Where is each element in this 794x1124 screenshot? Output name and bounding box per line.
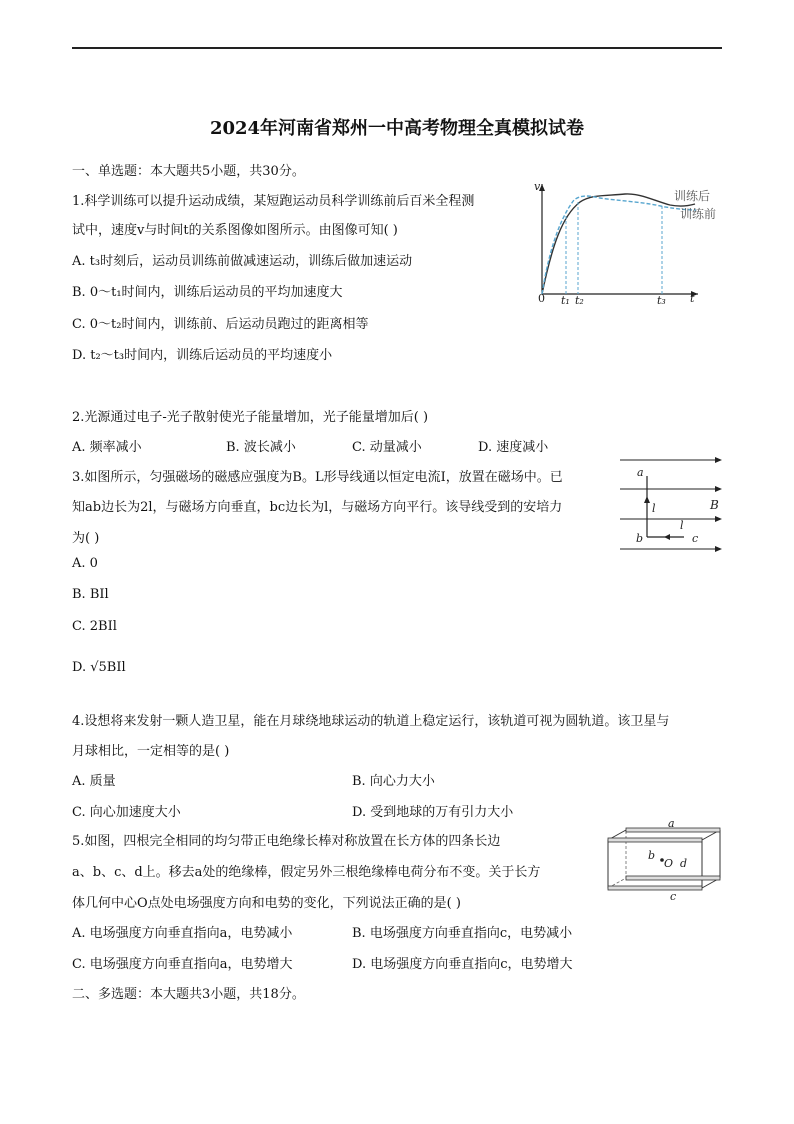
label-a: a xyxy=(668,818,675,830)
label-O: O xyxy=(664,857,674,870)
q2-stem: 2.光源通过电子-光子散射使光子能量增加，光子能量增加后( ) xyxy=(72,410,429,425)
q5-option-a[interactable]: A. 电场强度方向垂直指向a，电势减小 xyxy=(72,926,293,941)
page-title: 2024年河南省郑州一中高考物理全真模拟试卷 xyxy=(209,118,585,139)
label-b: b xyxy=(648,849,656,862)
section-2-heading: 二、多选题：本大题共3小题，共18分。 xyxy=(72,987,305,1002)
tick-t3: t₃ xyxy=(657,294,666,304)
label-c: c xyxy=(692,532,699,545)
origin-label: 0 xyxy=(538,292,545,304)
header-rule xyxy=(72,47,722,49)
q1-option-b[interactable]: B. 0～t₁时间内，训练后运动员的平均加速度大 xyxy=(72,285,343,300)
q1-option-a[interactable]: A. t₃时刻后，运动员训练前做减速运动，训练后做加速运动 xyxy=(72,254,413,269)
q2-option-b[interactable]: B. 波长减小 xyxy=(226,440,296,455)
label-l-vertical: l xyxy=(652,502,656,515)
label-c: c xyxy=(670,890,677,902)
section-1-heading: 一、单选题：本大题共5小题，共30分。 xyxy=(72,164,305,179)
q3-magnetic-field-figure xyxy=(614,456,726,554)
q4-stem-line2: 月球相比，一定相等的是( ) xyxy=(72,744,230,759)
q4-option-d[interactable]: D. 受到地球的万有引力大小 xyxy=(352,805,514,820)
q3-stem-line3: 为( ) xyxy=(72,531,100,546)
label-l-horizontal: l xyxy=(680,519,684,532)
q3-stem-line2: 知ab边长为2l，与磁场方向垂直，bc边长为l，与磁场方向平行。该导线受到的安培力 xyxy=(72,500,563,515)
q5-option-b[interactable]: B. 电场强度方向垂直指向c，电势减小 xyxy=(352,926,573,941)
q4-option-c[interactable]: C. 向心加速度大小 xyxy=(72,805,181,820)
q1-option-d[interactable]: D. t₂～t₃时间内，训练后运动员的平均速度小 xyxy=(72,348,333,363)
label-d: d xyxy=(680,857,688,870)
q2-option-a[interactable]: A. 频率减小 xyxy=(72,440,142,455)
q3-option-d[interactable]: D. √5BIl xyxy=(72,660,126,675)
q4-option-a[interactable]: A. 质量 xyxy=(72,774,116,789)
q5-option-c[interactable]: C. 电场强度方向垂直指向a，电势增大 xyxy=(72,957,293,972)
label-a: a xyxy=(637,466,644,479)
tick-t1: t₁ xyxy=(561,294,570,304)
t-axis-label: t xyxy=(690,292,695,304)
q3-option-c[interactable]: C. 2BIl xyxy=(72,619,117,634)
q5-stem-line3: 体几何中心O点处电场强度方向和电势的变化，下列说法正确的是( ) xyxy=(72,896,461,911)
q5-cuboid-figure xyxy=(604,818,724,902)
v-axis-label: v xyxy=(534,180,541,193)
curve-after-training xyxy=(542,194,695,294)
q5-stem-line1: 5.如图，四根完全相同的均匀带正电绝缘长棒对称放置在长方体的四条长边 xyxy=(72,834,501,849)
q1-stem-line2: 试中，速度v与时间t的关系图像如图所示。由图像可知( ) xyxy=(72,223,398,238)
q1-stem-line1: 1.科学训练可以提升运动成绩，某短跑运动员科学训练前后百米全程测 xyxy=(72,194,475,209)
q1-option-c[interactable]: C. 0～t₂时间内，训练前、后运动员跑过的距离相等 xyxy=(72,317,369,332)
q2-option-d[interactable]: D. 速度减小 xyxy=(478,440,549,455)
label-b: b xyxy=(636,532,644,545)
legend-after-training: 训练后 xyxy=(674,189,711,203)
q3-stem-line1: 3.如图所示，匀强磁场的磁感应强度为B。L形导线通以恒定电流I，放置在磁场中。已 xyxy=(72,470,563,485)
label-B: B xyxy=(710,498,719,512)
q4-stem-line1: 4.设想将来发射一颗人造卫星，能在月球绕地球运动的轨道上稳定运行，该轨道可视为圆轨道。该卫星与 xyxy=(72,714,670,729)
q4-option-b[interactable]: B. 向心力大小 xyxy=(352,774,435,789)
q2-option-c[interactable]: C. 动量减小 xyxy=(352,440,422,455)
q3-option-b[interactable]: B. BIl xyxy=(72,587,109,602)
q5-stem-line2: a、b、c、d上。移去a处的绝缘棒，假定另外三根绝缘棒电荷分布不变。关于长方 xyxy=(72,865,541,880)
q1-vt-graph xyxy=(530,176,730,304)
q5-option-d[interactable]: D. 电场强度方向垂直指向c，电势增大 xyxy=(352,957,573,972)
legend-before-training: 训练前 xyxy=(680,207,717,221)
q3-option-a[interactable]: A. 0 xyxy=(72,556,98,571)
tick-t2: t₂ xyxy=(575,294,584,304)
curve-before-training xyxy=(542,196,696,294)
